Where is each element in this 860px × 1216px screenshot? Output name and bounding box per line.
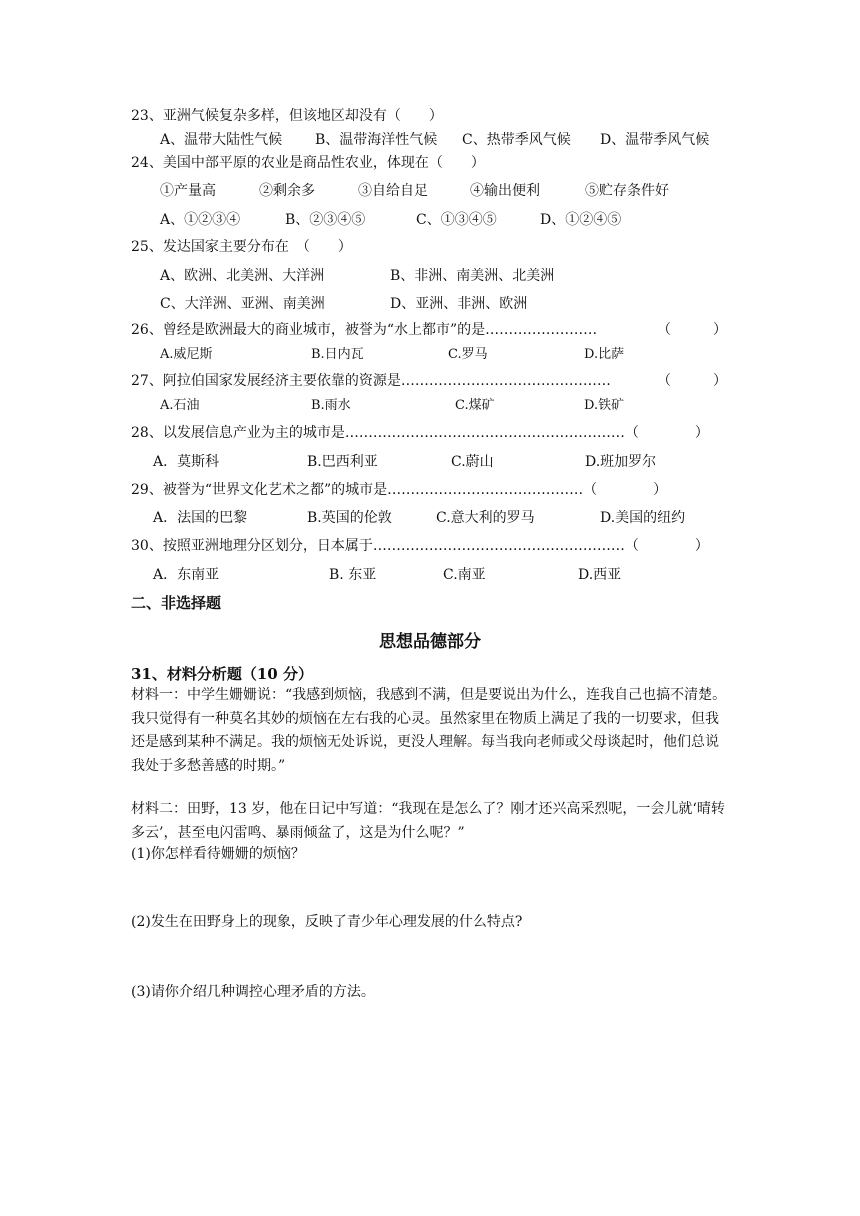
q25-stem: 25、发达国家主要分布在 （ ） bbox=[131, 239, 352, 255]
q27-option-a: A.石油 bbox=[160, 398, 200, 413]
q28-option-a: A．莫斯科 bbox=[153, 454, 220, 470]
q27-option-b: B.雨水 bbox=[311, 398, 351, 413]
q24-item-2: ②剩余多 bbox=[259, 183, 315, 199]
q23-option-a: A、温带大陆性气候 bbox=[160, 132, 283, 148]
q27-option-c: C.煤矿 bbox=[455, 398, 495, 413]
q28-option-c: C.蔚山 bbox=[451, 454, 494, 470]
q24-option-d: D、①②④⑤ bbox=[540, 212, 622, 228]
q31-subquestion-1: (1)你怎样看待姗姗的烦恼？ bbox=[131, 846, 305, 862]
q29-stem: 29、被誉为“世界文化艺术之都”的城市是……………………………………（ ） bbox=[131, 482, 668, 498]
part-title: 思想品德部分 bbox=[379, 632, 481, 652]
q29-option-b: B.英国的伦敦 bbox=[307, 510, 392, 526]
q26-option-a: A.威尼斯 bbox=[160, 347, 213, 362]
q30-option-d: D.西亚 bbox=[578, 567, 622, 583]
q24-item-1: ①产量高 bbox=[160, 183, 216, 199]
q27-answer-paren: （ ） bbox=[657, 373, 727, 389]
q26-answer-paren: （ ） bbox=[657, 322, 727, 338]
q27-option-d: D.铁矿 bbox=[584, 398, 625, 413]
q24-item-3: ③自给自足 bbox=[358, 183, 428, 199]
q30-option-c: C.南亚 bbox=[443, 567, 486, 583]
q31-material-2: 材料二：田野，13 岁，他在日记中写道：“我现在是怎么了？刚才还兴高采烈呢，一会儿就‘晴转多云’，甚至电闪雷鸣、暴雨倾盆了，这是为什么呢？” bbox=[131, 801, 725, 841]
q25-option-d: D、亚洲、非洲、欧洲 bbox=[390, 296, 528, 312]
q26-option-d: D.比萨 bbox=[584, 347, 625, 362]
q28-option-b: B.巴西利亚 bbox=[307, 454, 378, 470]
q26-option-b: B.日内瓦 bbox=[311, 347, 364, 362]
q25-option-b: B、非洲、南美洲、北美洲 bbox=[390, 268, 555, 284]
q28-stem: 28、以发展信息产业为主的城市是……………………………………………………（ ） bbox=[131, 425, 709, 441]
q31-subquestion-2: (2)发生在田野身上的现象，反映了青少年心理发展的什么特点? bbox=[131, 914, 523, 930]
q26-stem: 26、曾经是欧洲最大的商业城市，被誉为“水上都市”的是…………………… bbox=[131, 322, 598, 338]
q30-option-b: B. 东亚 bbox=[329, 567, 377, 583]
q23-option-d: D、温带季风气候 bbox=[600, 132, 710, 148]
q31-subquestion-3: (3)请你介绍几种调控心理矛盾的方法。 bbox=[131, 984, 375, 1000]
q24-option-c: C、①③④⑤ bbox=[416, 212, 497, 228]
section-heading: 二、非选择题 bbox=[131, 594, 222, 612]
q24-option-b: B、②③④⑤ bbox=[285, 212, 366, 228]
q29-option-c: C.意大利的罗马 bbox=[436, 510, 535, 526]
q24-item-4: ④输出便利 bbox=[470, 183, 540, 199]
q29-option-d: D.美国的纽约 bbox=[600, 510, 686, 526]
q31-heading: 31、材料分析题（10 分） bbox=[131, 665, 313, 683]
q24-item-5: ⑤贮存条件好 bbox=[585, 183, 669, 199]
q30-stem: 30、按照亚洲地理分区划分，日本属于………………………………………………（ ） bbox=[131, 538, 709, 554]
q30-option-a: A．东南亚 bbox=[153, 567, 220, 583]
q23-stem: 23、亚洲气候复杂多样，但该地区却没有（ ） bbox=[131, 108, 443, 124]
q31-material-1: 材料一：中学生姗姗说：“我感到烦恼，我感到不满，但是要说出为什么，连我自己也搞不清楚。我只觉得有一种莫名其妙的烦恼在左右我的心灵。虽然家里在物质上满足了我的一切要求，但我还是感到某种不满足。我的烦恼无处诉说，更没人理解。每当我向老师或父母谈起时，他们总说我处于多愁善感的时期。” bbox=[131, 687, 727, 774]
q26-option-c: C.罗马 bbox=[448, 347, 488, 362]
q25-option-c: C、大洋洲、亚洲、南美洲 bbox=[160, 296, 325, 312]
q23-option-b: B、温带海洋性气候 bbox=[315, 132, 438, 148]
q29-option-a: A．法国的巴黎 bbox=[153, 510, 248, 526]
q24-stem: 24、美国中部平原的农业是商品性农业，体现在（ ） bbox=[131, 155, 485, 171]
q24-option-a: A、①②③④ bbox=[160, 212, 241, 228]
q25-option-a: A、欧洲、北美洲、大洋洲 bbox=[160, 268, 325, 284]
q28-option-d: D.班加罗尔 bbox=[585, 454, 657, 470]
q23-option-c: C、热带季风气候 bbox=[462, 132, 571, 148]
q27-stem: 27、阿拉伯国家发展经济主要依靠的资源是……………………………………… bbox=[131, 373, 611, 389]
